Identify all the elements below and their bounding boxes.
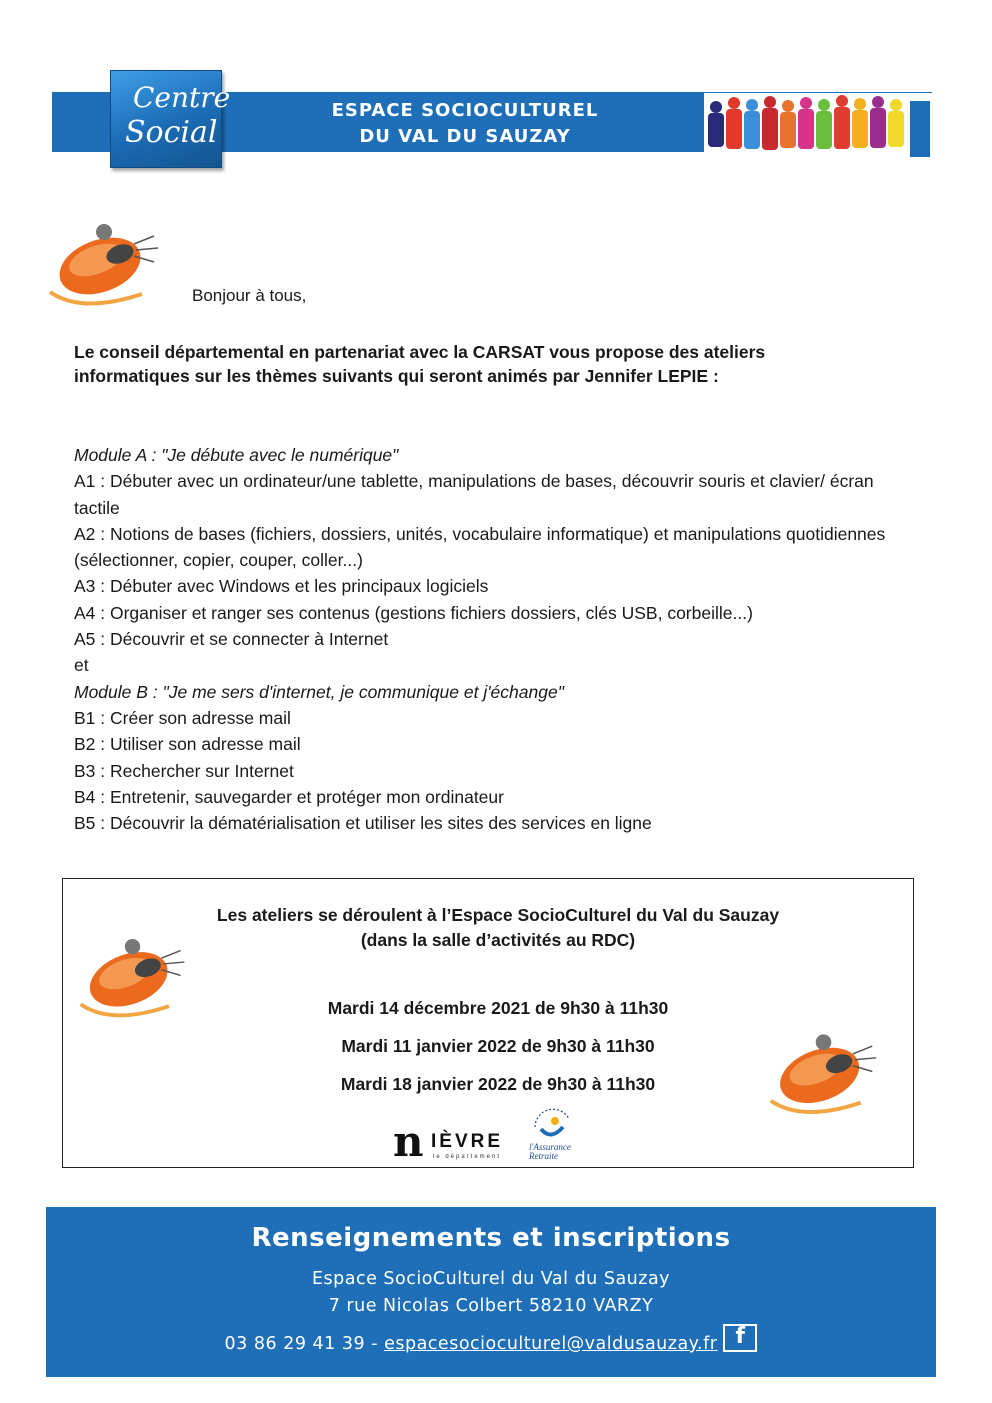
facebook-glyph: f [735, 1324, 746, 1349]
list-item: A3 : Débuter avec Windows et les principaux logiciels [74, 576, 489, 597]
list-item: A4 : Organiser et ranger ses contenus (gestions fichiers dossiers, clés USB, corbeille...) [74, 602, 753, 623]
schedule-date: Mardi 18 janvier 2022 de 9h30 à 11h30 [340, 1074, 656, 1094]
intro-line1: Le conseil départemental en partenariat avec la CARSAT vous propose des ateliers [74, 342, 766, 362]
module-b-title: Module B : "Je me sers d'internet, je communique et j'échange" [74, 681, 564, 702]
list-item: B5 : Découvrir la dématérialisation et utiliser les sites des services en ligne [74, 813, 652, 834]
list-item: B4 : Entretenir, sauvegarder et protéger mon ordinateur [74, 786, 504, 807]
computer-mouse-icon [763, 1024, 885, 1118]
footer-address: 7 rue Nicolas Colbert 58210 VARZY [328, 1296, 654, 1316]
footer-phone: 03 86 29 41 39 - [224, 1334, 385, 1354]
assurance-retraite-emblem [527, 1107, 577, 1143]
footer-contact-line [46, 1324, 936, 1354]
nievre-logo-n: n [393, 1117, 424, 1166]
schedule-heading [153, 903, 843, 953]
list-item: B3 : Rechercher sur Internet [74, 760, 294, 781]
header-title-line2: DU VAL DU SAUZAY [359, 126, 571, 147]
intro-line2: informatiques sur les thèmes suivants qui seront animés par Jennifer LEPIE : [74, 366, 719, 386]
schedule-dates [223, 989, 773, 1103]
computer-mouse-icon [73, 929, 193, 1021]
nievre-logo-subtitle: le département [433, 1154, 502, 1160]
assurance-retraite-logo [521, 1107, 591, 1163]
list-item: A1 : Débuter avec un ordinateur/une tablette, manipulations de bases, découvrir souris et clavier/ écran tactile [74, 471, 874, 518]
footer-venue: Espace SocioCulturel du Val du Sauzay [311, 1269, 671, 1289]
intro-paragraph [74, 340, 894, 388]
list-item: A5 : Découvrir et se connecter à Internet [74, 629, 389, 650]
logo-line2: Social [125, 115, 218, 150]
schedule-heading-line2: (dans la salle d’activités au RDC) [360, 930, 636, 950]
logo-line1: Centre [133, 81, 231, 114]
schedule-box [62, 878, 914, 1168]
module-a-title: Module A : "Je débute avec le numérique" [74, 445, 399, 465]
footer-title: Renseignements et inscriptions [251, 1223, 731, 1253]
people-silhouettes [704, 93, 932, 159]
header-title [225, 98, 705, 150]
nievre-logo-word: IÈVRE [431, 1131, 504, 1152]
list-item: B2 : Utiliser son adresse mail [74, 734, 301, 755]
schedule-heading-line1: Les ateliers se déroulent à l’Espace SocioCulturel du Val du Sauzay [216, 905, 780, 925]
schedule-date: Mardi 11 janvier 2022 de 9h30 à 11h30 [341, 1036, 655, 1056]
list-item: B1 : Créer son adresse mail [74, 707, 291, 728]
header-title-line1: ESPACE SOCIOCULTUREL [331, 100, 599, 121]
retraite-line1: l'Assurance [529, 1142, 571, 1152]
footer-contact-panel [46, 1207, 936, 1377]
list-item: A2 : Notions de bases (fichiers, dossiers, unités, vocabulaire informatique) et manipulations quotidiennes (sélectionner, copier, couper, coller...) [74, 523, 886, 571]
modules-list [74, 442, 894, 836]
retraite-line2: Retraite [529, 1151, 558, 1161]
facebook-icon[interactable] [723, 1324, 757, 1352]
greeting: Bonjour à tous, [192, 286, 307, 305]
centre-social-logo [110, 70, 231, 168]
connector-text: et [74, 655, 89, 676]
footer-email-link[interactable]: espacesocioculturel@valdusauzay.fr [384, 1334, 718, 1354]
assurance-retraite-text [529, 1143, 571, 1161]
schedule-date: Mardi 14 décembre 2021 de 9h30 à 11h30 [327, 998, 669, 1018]
computer-mouse-icon [42, 214, 167, 309]
